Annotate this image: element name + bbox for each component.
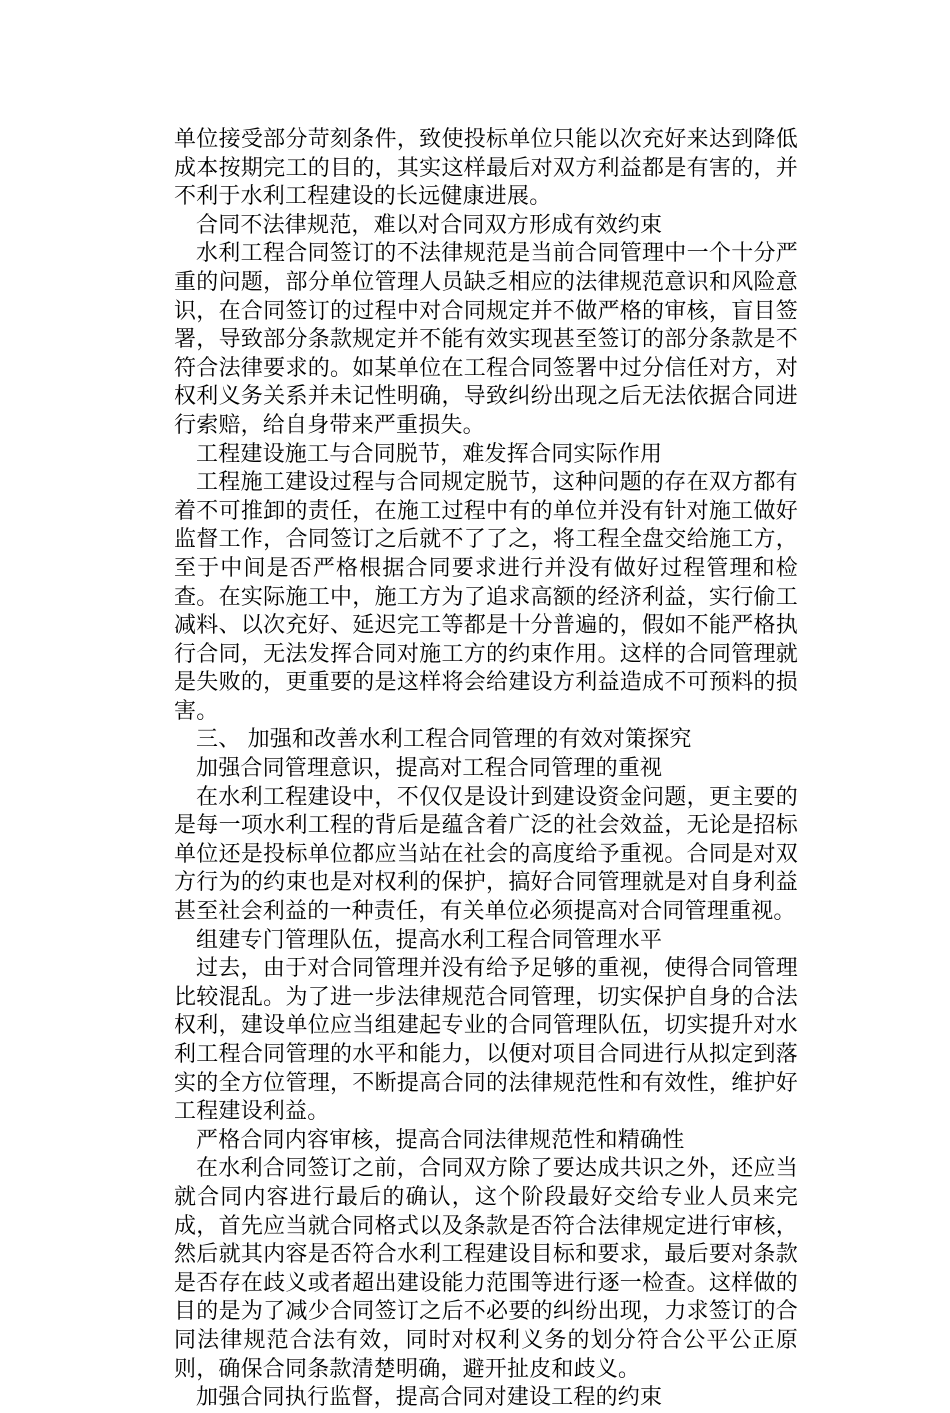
body-paragraph: 在水利工程建设中，不仅仅是设计到建设资金问题，更主要的是每一项水利工程的背后是蕴含着广泛的社会效益，无论是招标单位还是投标单位都应当站在社会的高度给予重视。合同是对双方行为的约束也是对权利的保护，搞好合同管理就是对自身利益甚至社会利益的一种责任，有关单位必须提高对合同管理重视。 bbox=[174, 784, 798, 925]
body-paragraph: 过去，由于对合同管理并没有给予足够的重视，使得合同管理比较混乱。为了进一步法律规范合同管理，切实保护自身的合法权利，建设单位应当组建起专业的合同管理队伍，切实提升对水利工程合同管理的水平和能力，以便对项目合同进行从拟定到落实的全方位管理，不断提高合同的法律规范性和有效性，维护好工程建设利益。 bbox=[174, 956, 798, 1125]
section-heading: 合同不法律规范，难以对合同双方形成有效约束 bbox=[196, 212, 663, 238]
chapter-heading: 三、 加强和改善水利工程合同管理的有效对策探究 bbox=[196, 727, 692, 753]
body-paragraph: 水利工程合同签订的不法律规范是当前合同管理中一个十分严重的问题，部分单位管理人员缺乏相应的法律规范意识和风险意识，在合同签订的过程中对合同规定并不做严格的审核，盲目签署，导致部分条款规定并不能有效实现甚至签订的部分条款是不符合法律要求的。如某单位在工程合同签署中过分信任对方，对权利义务关系并未记性明确，导致纠纷出现之后无法依据合同进行索赔，给自身带来严重损失。 bbox=[174, 241, 798, 438]
section-heading: 加强合同管理意识，提高对工程合同管理的重视 bbox=[196, 756, 663, 782]
document-page bbox=[174, 126, 798, 1413]
body-paragraph: 在水利合同签订之前，合同双方除了要达成共识之外，还应当就合同内容进行最后的确认，这个阶段最好交给专业人员来完成，首先应当就合同格式以及条款是否符合法律规定进行审核，然后就其内容是否符合水利工程建设目标和要求，最后要对条款是否存在歧义或者超出建设能力范围等进行逐一检查。这样做的目的是为了减少合同签订之后不必要的纠纷出现，力求签订的合同法律规范合法有效，同时对权利义务的划分符合公平公正原则，确保合同条款清楚明确，避开扯皮和歧义。 bbox=[174, 1156, 798, 1382]
section-heading: 组建专门管理队伍，提高水利工程合同管理水平 bbox=[196, 927, 663, 953]
body-paragraph: 工程施工建设过程与合同规定脱节，这种问题的存在双方都有着不可推卸的责任，在施工过程中有的单位并没有针对施工做好监督工作，合同签订之后就不了了之，将工程全盘交给施工方，至于中间是否严格根据合同要求进行并没有做好过程管理和检查。在实际施工中，施工方为了追求高额的经济利益，实行偷工减料、以次充好、延迟完工等都是十分普遍的，假如不能严格执行合同，无法发挥合同对施工方的约束作用。这样的合同管理就是失败的，更重要的是这样将会给建设方利益造成不可预料的损害。 bbox=[174, 470, 798, 724]
section-heading: 工程建设施工与合同脱节，难发挥合同实际作用 bbox=[196, 441, 663, 467]
paragraph-continuation: 单位接受部分苛刻条件，致使投标单位只能以次充好来达到降低成本按期完工的目的，其实这样最后对双方利益都是有害的，并不利于水利工程建设的长远健康进展。 bbox=[174, 127, 798, 210]
section-heading: 加强合同执行监督，提高合同对建设工程的约束 bbox=[196, 1385, 663, 1411]
section-heading: 严格合同内容审核，提高合同法律规范性和精确性 bbox=[196, 1127, 685, 1153]
